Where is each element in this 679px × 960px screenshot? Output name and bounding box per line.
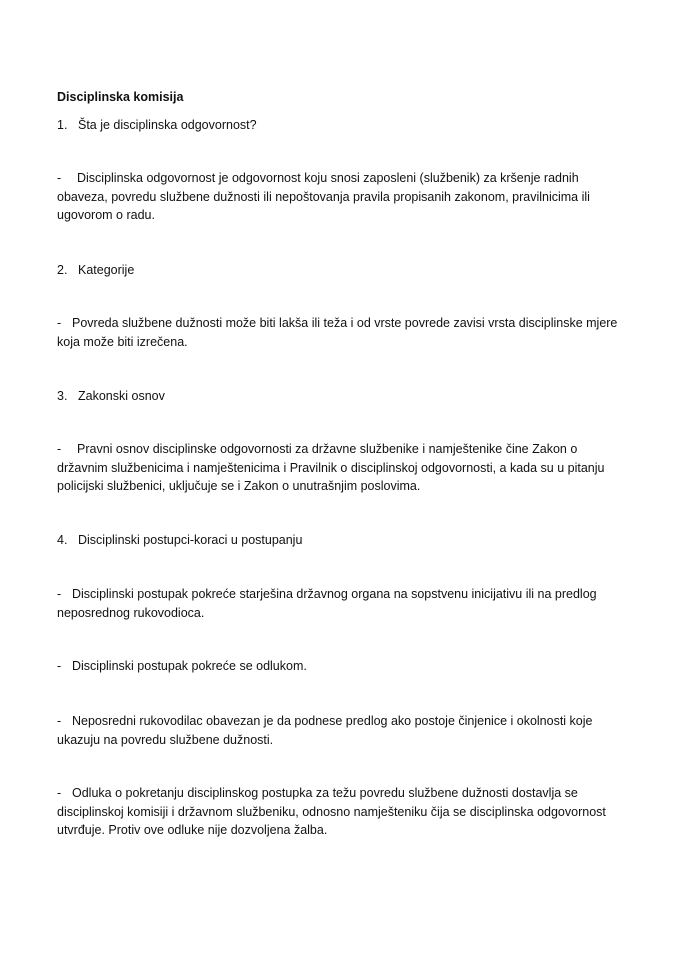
section-heading — [57, 262, 134, 279]
list-item — [57, 657, 627, 676]
section-number: 1. — [57, 118, 68, 132]
bullet-dash: - — [57, 786, 62, 800]
section-heading — [57, 532, 302, 549]
bullet-dash: - — [57, 714, 62, 728]
bullet-dash: - — [57, 587, 62, 601]
list-item — [57, 585, 627, 622]
section-heading — [57, 117, 257, 134]
section-number: 3. — [57, 389, 68, 403]
list-item — [57, 169, 627, 225]
section-heading-text: Disciplinski postupci-koraci u postupanju — [78, 533, 303, 547]
bullet-dash: - — [57, 659, 62, 673]
list-item-text: Disciplinski postupak pokreće se odlukom. — [72, 659, 307, 673]
list-item-text: Povreda službene dužnosti može biti lakša ili teža i od vrste povrede zavisi vrsta disciplinske mjere koja može biti izrečena. — [57, 316, 618, 349]
list-item — [57, 712, 627, 749]
list-item-text: Disciplinska odgovornost je odgovornost koju snosi zaposleni (službenik) za kršenje radnih obaveza, povredu službene dužnosti ili nepoštovanja pravila propisanih zakonom, pravilnicima ili ugovorom o radu. — [57, 171, 590, 222]
list-item — [57, 314, 627, 351]
list-item-text: Neposredni rukovodilac obavezan je da podnese predlog ako postoje činjenice i okolnosti koje ukazuju na povredu službene dužnosti. — [57, 714, 593, 747]
section-heading-text: Kategorije — [78, 263, 135, 277]
list-item — [57, 784, 627, 840]
list-item-text: Disciplinski postupak pokreće starješina državnog organa na sopstvenu inicijativu ili na predlog neposrednog rukovodioca. — [57, 587, 597, 620]
bullet-dash: - — [57, 171, 62, 185]
list-item — [57, 440, 627, 496]
section-heading-text: Šta je disciplinska odgovornost? — [78, 118, 257, 132]
list-item-text: Pravni osnov disciplinske odgovornosti za državne službenike i namještenike čine Zakon o državnim službenicima i namještenicima i Pravilnik o disciplinskoj odgovornosti, a kada su u pitanju policijski službenici, uključuje se i Zakon o unutrašnjim poslovima. — [57, 442, 605, 493]
list-item-text: Odluka o pokretanju disciplinskog postupka za težu povredu službene dužnosti dostavlja se disciplinskoj komisiji i državnom službeniku, odnosno namješteniku čija se disciplinska odgovornost utvrđuje. Protiv ove odluke nije dozvoljena žalba. — [57, 786, 606, 837]
section-heading — [57, 388, 165, 405]
document-title: Disciplinska komisija — [57, 90, 184, 104]
section-number: 2. — [57, 263, 68, 277]
bullet-dash: - — [57, 316, 62, 330]
section-number: 4. — [57, 533, 68, 547]
bullet-dash: - — [57, 442, 62, 456]
section-heading-text: Zakonski osnov — [78, 389, 165, 403]
